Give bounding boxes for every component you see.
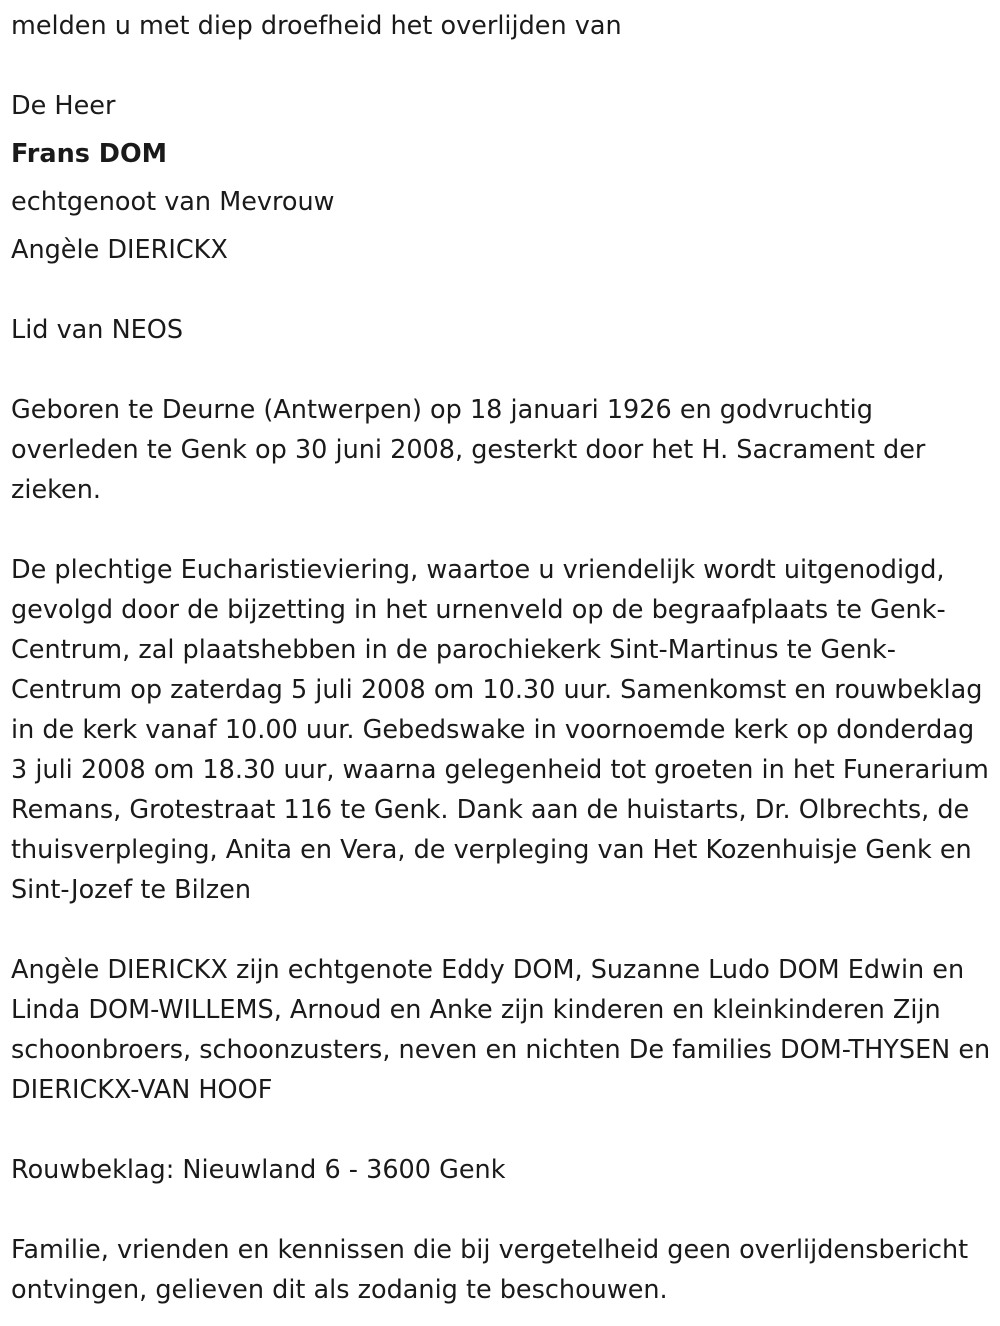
honorific: De Heer	[11, 91, 116, 121]
intro-text: melden u met diep droefheid het overlijden van	[11, 11, 622, 41]
notice-paragraph: Familie, vrienden en kennissen die bij vergetelheid geen overlijdensbericht ontvingen, gelieven dit als zodanig te beschouwen.	[11, 1235, 969, 1305]
condolence-address: Rouwbeklag: Nieuwland 6 - 3600 Genk	[11, 1155, 506, 1185]
spouse-label: echtgenoot van Mevrouw	[11, 187, 335, 217]
ceremony-paragraph: De plechtige Eucharistieviering, waartoe u vriendelijk wordt uitgenodigd, gevolgd door de bijzetting in het urnenveld op de begraafplaats te Genk-Centrum, zal plaatshebben in de parochiekerk Sint-Martinus te Genk-Centrum op zaterdag 5 juli 2008 om 10.30 uur. Samenkomst en rouwbeklag in de kerk vanaf 10.00 uur. Gebedswake in voornoemde kerk op donderdag 3 juli 2008 om 18.30 uur, waarna gelegenheid tot groeten in het Funerarium Remans, Grotestraat 116 te Genk. Dank aan de huistarts, Dr. Olbrechts, de thuisverpleging, Anita en Vera, de verpleging van Het Kozenhuisje Genk en Sint-Jozef te Bilzen	[11, 555, 989, 905]
birth-death-paragraph: Geboren te Deurne (Antwerpen) op 18 januari 1926 en godvruchtig overleden te Genk op 30 juni 2008, gesterkt door het H. Sacrament der zieken.	[11, 395, 926, 505]
spouse-name: Angèle DIERICKX	[11, 235, 228, 265]
family-paragraph: Angèle DIERICKX zijn echtgenote Eddy DOM, Suzanne Ludo DOM Edwin en Linda DOM-WILLEMS, Arnoud en Anke zijn kinderen en kleinkinderen Zijn schoonbroers, schoonzusters, neven en nichten De families DOM-THYSEN en DIERICKX-VAN HOOF	[11, 955, 991, 1105]
membership: Lid van NEOS	[11, 315, 184, 345]
deceased-name: Frans DOM	[11, 139, 168, 169]
